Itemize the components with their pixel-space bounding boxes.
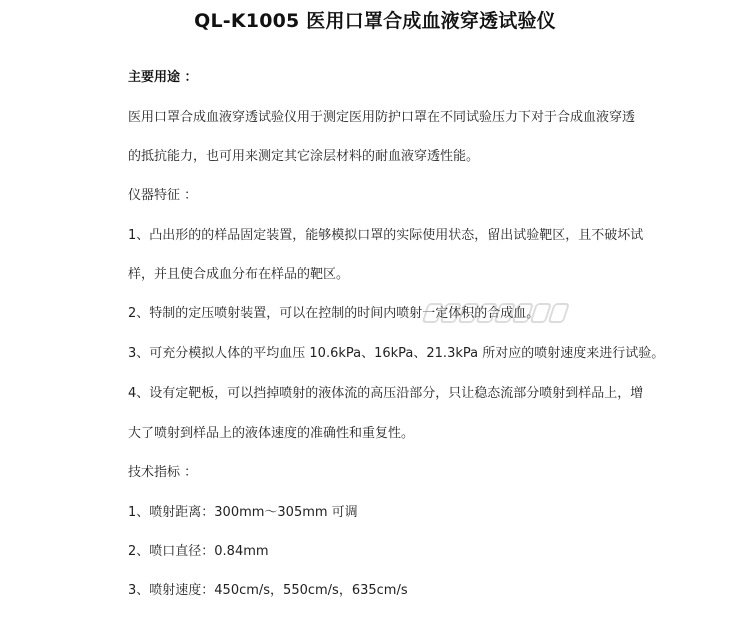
paragraph-line: 1、凸出形的的样品固定装置，能够模拟口罩的实际使用状态，留出试验靶区，且不破坏试 [128, 228, 644, 243]
spec-line: 1、喷射距离：300mm～305mm 可调 [128, 505, 358, 520]
paragraph-line: 医用口罩合成血液穿透试验仪用于测定医用防护口罩在不同试验压力下对于合成血液穿透 [128, 110, 636, 125]
section-heading-specs: 技术指标 ： [128, 465, 198, 480]
section-heading-features: 仪器特征 ： [128, 188, 198, 203]
paragraph-line: 2、特制的定压喷射装置，可以在控制的时间内喷射一定体积的合成血。 [128, 306, 540, 321]
paragraph-line: 大了喷射到样品上的液体速度的准确性和重复性。 [128, 426, 415, 441]
spec-line: 3、喷射速度：450cm/s，550cm/s，635cm/s [128, 583, 408, 598]
section-heading-purpose: 主要用途 ： [128, 70, 198, 85]
paragraph-line: 3、可充分模拟人体的平均血压 10.6kPa、16kPa、21.3kPa 所对应的喷射速度来进行试验。 [128, 346, 665, 361]
spec-line: 2、喷口直径：0.84mm [128, 544, 269, 559]
paragraph-line: 的抵抗能力，也可用来测定其它涂层材料的耐血液穿透性能。 [128, 149, 480, 164]
page-title: QL-K1005 医用口罩合成血液穿透试验仪 [194, 10, 556, 32]
paragraph-line: 样，并且使合成血分布在样品的靶区。 [128, 267, 350, 282]
paragraph-line: 4、设有定靶板，可以挡掉喷射的液体流的高压沿部分，只让稳态流部分喷射到样品上，增 [128, 386, 644, 401]
